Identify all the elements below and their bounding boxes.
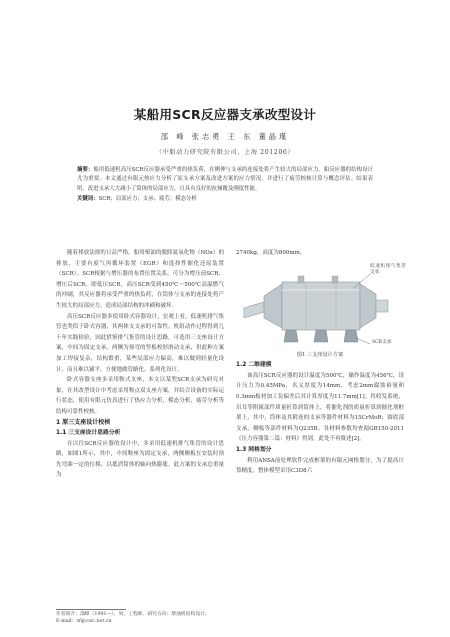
section-1-1-paragraph: 在以往SCR反应器的设计中，多采用低速机排气集管的设计思路，如图1所示，其中，中间鞍座为固定支承，两侧侧板在安装时预先弯曲一定的位移，以抵消筒体的轴向热膨胀。此方案的支承总重量为 [56, 440, 224, 479]
footnote-line-2: E-mail：sf@csic.net.cn [56, 619, 112, 624]
figure-label-bottom: SCR支承 [372, 339, 392, 345]
section-1-3-paragraph: 利用ANSA前处理软件完成框架的有限元网格划分，为了提高计算精度，整体模型采用C3D8六 [236, 457, 404, 475]
footnote-rule [56, 609, 126, 610]
keywords-label: 关键词： [77, 195, 99, 202]
intro-paragraph-3: 卧式容器支座多采用鞍式支座，本文以某型SCR支承为研究对象，在其改型设计中考虑采用鞍点双支座方案，并结合设备的实际运行状态，使用有限元仿真进行了热应力分析，模态分析，疲劳分析等结构可靠性校核。 [56, 377, 224, 415]
section-heading-1: 1 原三支座设计校核 [56, 418, 111, 426]
subsection-heading-1-2: 1.2 二维建模 [236, 362, 272, 369]
keywords-body: SCR；局部应力；支承；疲劳；模态分析 [98, 195, 197, 202]
subsection-heading-1-3: 1.3 网格划分 [236, 446, 272, 453]
author-footnote [56, 611, 256, 625]
left-column [56, 248, 224, 481]
intro-paragraph-2: 高压SCR反应器多使用卧式容器设计，宏观上看，低速机排气集管也类似于卧式容器，其两体支支承的可靠性。机组动作过程得到几十年实践检验，因此借鉴排气集管的设计思路，可选用三支座设计方案，中间为固定支承，两侧为预弯的竖板校形滑动支承，但此种方案加工焊接复杂，结构繁重，某些局部应力偏高，难以做到轻量化设计，而且难以铺平，方便地做管路化，系列化设计。 [56, 313, 224, 373]
intro-paragraph-1: 随着排放法规的日益严格，船用柴油的脱除氮氧化物（NOx）的排放，主要有废气再循环装置（EGR）和选择性催化还原装置（SCR）。SCR根据与增压器的布置位置关系，可分为增压前SCR、增压后SCR。即低压SCR。高压SCR受到450℃～500℃高温燃气的冲刷，其反应器将承受严重的热负荷，在筒体与支承的连接处将产生较大的局部应力，造成局部结构的冲刷和破坏。 [56, 250, 224, 309]
author-list: 邵 峰 张志勇 王 东 董晶瑾 [160, 132, 290, 141]
subsection-heading-1-1: 1.1 三支座设计思路分析 [56, 430, 121, 437]
figure-label-top: 低速机排气集管支承 [370, 263, 406, 275]
abstract-block [77, 166, 373, 204]
continued-paragraph: 2740kg，高度为800mm。 [236, 250, 306, 256]
abstract-label: 摘要： [77, 167, 94, 173]
section-1-2-paragraph: 该高压SCR反应器的设计温度为500℃，操作温度为456℃，设计压力为0.45MPa，名义厚度为14mm，考虑2mm腐蚀裕量和0.3mm板材加工负偏差后其计算厚度为11.7mm[1]。将收发系统、吊耳等附属部件质量折算到筒体上，将催化剂的质量折算到催化剂框架上，其中，筒体及其附连的支承等器件材料为15CrMoR；圆底部支承、侧板等部件材料为Q235B。各材料参数均查阅GB150-2011《压力容器第二篇：材料》得到，此处不再赘述[2]。 [236, 372, 404, 443]
figure-1 [236, 262, 404, 350]
right-column [236, 248, 404, 477]
footnote-line-1: 作者简介：邵峰（1991—），男，工程师，研究方向：柴油机结构设计。 [56, 612, 210, 617]
paper-title: 某船用SCR反应器支承改型设计 [133, 107, 317, 122]
abstract-body: 船用低速机高压SCR反应器承受严重的热负荷，在侧伸与支承的连接处将产生较大的局部应力。船反应器的结构设计尤为重要。本文通过有限元热应力分析了原支承方案及改进方案的应力情况。并进行了疲劳校核计算与概念评估。结果表明，改进支承大大减小了筒体的局部应力，且具有良好的抗倾覆及刚度性能。 [77, 167, 373, 192]
figure-1-caption: 图1 三支座设计方案 [296, 351, 344, 358]
affiliation: （中船动力研究院有限公司，上海 201206） [155, 149, 295, 156]
abstract-text [77, 166, 373, 194]
keywords [77, 195, 373, 204]
